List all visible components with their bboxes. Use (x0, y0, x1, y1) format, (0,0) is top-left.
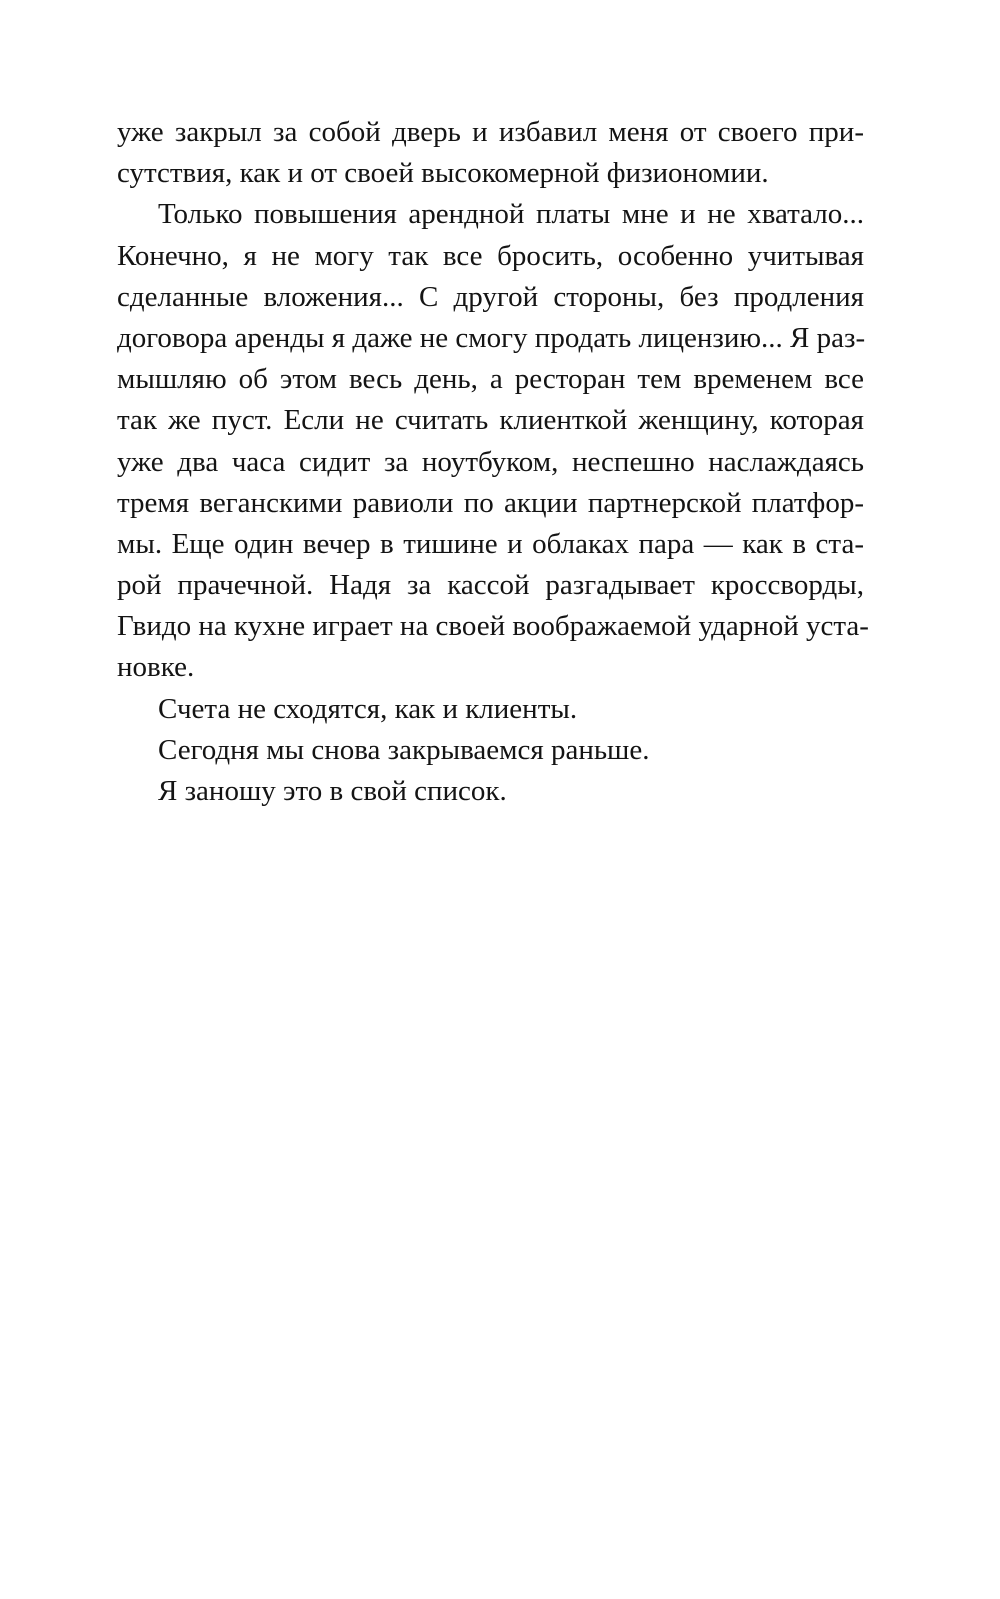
text-line: уже два часа сидит за ноутбуком, неспешно наслаждаясь (117, 445, 864, 478)
text-line: уже закрыл за собой дверь и избавил меня от своего при- (117, 116, 864, 148)
paragraph-start-line: Только повышения арендной платы мне и не хватало... (158, 198, 864, 231)
paragraph-start-line: Счета не сходятся, как и клиенты. (158, 692, 578, 725)
text-line: сделанные вложения... С другой стороны, без продления (117, 280, 864, 313)
body-text (117, 112, 869, 812)
text-line: Конечно, я не могу так все бросить, особенно учитывая (117, 239, 864, 272)
text-line: договора аренды я даже не смогу продать лицензию... Я раз- (117, 321, 866, 354)
text-line: новке. (117, 651, 195, 684)
text-line: мышляю об этом весь день, а ресторан тем временем все (117, 363, 864, 396)
text-line: так же пуст. Если не считать клиенткой женщину, которая (117, 404, 864, 437)
paragraph-start-line: Сегодня мы снова закрываемся раньше. (158, 733, 650, 766)
text-line: Гвидо на кухне играет на своей воображаемой ударной уста- (117, 610, 869, 643)
text-line: сутствия, как и от своей высокомерной физиономии. (117, 157, 769, 190)
text-line: рой прачечной. Надя за кассой разгадывает кроссворды, (117, 569, 864, 602)
paragraph-start-line: Я заношу это в свой список. (158, 775, 507, 807)
text-line: тремя веганскими равиоли по акции партнерской платфор- (117, 486, 864, 519)
text-line: мы. Еще один вечер в тишине и облаках пара — как в ста- (117, 527, 864, 560)
